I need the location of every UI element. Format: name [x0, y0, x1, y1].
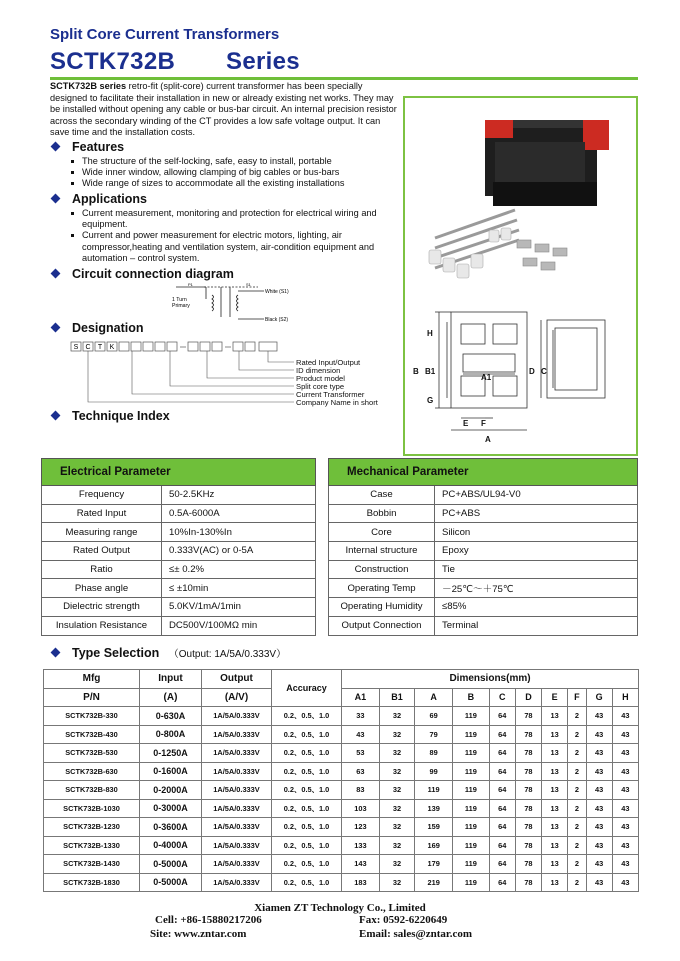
footer-site: Site: www.zntar.com	[150, 928, 247, 940]
table-row	[44, 818, 639, 837]
table-cell: 13	[542, 744, 568, 763]
table-cell: 13	[542, 855, 568, 874]
svg-text:T: T	[97, 344, 103, 351]
table-cell: 13	[542, 707, 568, 726]
svg-text:S: S	[73, 344, 79, 351]
list-item: Current and power measurement for electric motors, lighting, air compressor,heating and ventilation system, air-condition equipment and automation – control system.	[66, 230, 401, 264]
table-cell: 13	[542, 781, 568, 800]
table-cell: 0.2、0.5、1.0	[272, 707, 342, 726]
table-cell: 64	[489, 873, 515, 892]
svg-text:K: K	[109, 344, 115, 351]
table-cell: SCTK732B-1330	[44, 836, 140, 855]
table-cell: 119	[415, 781, 453, 800]
table-cell: 78	[515, 744, 541, 763]
table-cell: 32	[379, 707, 414, 726]
table-row: Construction Tie	[329, 560, 638, 579]
table-cell: 32	[379, 744, 414, 763]
table-cell: SCTK732B-1230	[44, 818, 140, 837]
table-cell: 169	[415, 836, 453, 855]
table-cell: 78	[515, 725, 541, 744]
table-cell: SCTK732B-830	[44, 781, 140, 800]
table-cell: 64	[489, 781, 515, 800]
table-cell: 64	[489, 818, 515, 837]
table-cell: 33	[342, 707, 380, 726]
table-cell: 43	[612, 725, 638, 744]
table-cell: 32	[379, 762, 414, 781]
table-cell: 2	[568, 707, 586, 726]
table-cell: 119	[453, 781, 490, 800]
table-cell: 32	[379, 873, 414, 892]
table-cell: 0-5000A	[140, 873, 202, 892]
table-cell: 32	[379, 725, 414, 744]
table-cell: 64	[489, 744, 515, 763]
input-unit-header: (A)	[140, 688, 202, 707]
diamond-bullet-icon	[51, 269, 61, 279]
table-cell: 63	[342, 762, 380, 781]
type-selection-note: （Output: 1A/5A/0.333V）	[168, 649, 287, 660]
circuit-heading: Circuit connection diagram	[52, 267, 234, 281]
table-cell: 1A/5A/0.333V	[202, 725, 272, 744]
footer-email: Email: sales@zntar.com	[359, 928, 473, 940]
table-cell: 0.2、0.5、1.0	[272, 781, 342, 800]
table-cell: 64	[489, 799, 515, 818]
table-cell: 119	[453, 707, 490, 726]
designation-label: Split core type	[296, 382, 345, 391]
table-cell: 0.2、0.5、1.0	[272, 855, 342, 874]
table-row: Insulation Resistance DC500V/100MΩ min	[42, 616, 316, 635]
page-subtitle: Split Core Current Transformers	[50, 26, 280, 43]
table-cell: 1A/5A/0.333V	[202, 762, 272, 781]
designation-heading: Designation	[52, 321, 144, 335]
table-cell: 13	[542, 799, 568, 818]
table-cell: 43	[612, 818, 638, 837]
table-cell: 119	[453, 725, 490, 744]
table-cell: 78	[515, 836, 541, 855]
intro-text: retro-fit (split-core) current transformer has been specially designed to facilitate their installation in new or already existing net works. They may be installed without opening any cable or bus-bar circuit. An internal precision resistor across the secondary winding of the CT provides a low safe voltage output. It can save time and the installation costs.	[50, 81, 397, 137]
table-cell: 13	[542, 762, 568, 781]
table-cell: 2	[568, 855, 586, 874]
table-cell: 83	[342, 781, 380, 800]
table-cell: 78	[515, 855, 541, 874]
list-item: Current measurement, monitoring and protection for electrical wiring and equipment.	[66, 208, 401, 230]
list-item: The structure of the self-locking, safe, easy to install, portable	[66, 156, 401, 167]
svg-text:F: F	[481, 419, 486, 428]
table-row: Dielectric strength 5.0KV/1mA/1min	[42, 598, 316, 617]
table-cell: 0.2、0.5、1.0	[272, 836, 342, 855]
table-row	[44, 762, 639, 781]
table-cell: 43	[586, 818, 612, 837]
table-row: Case PC+ABS/UL94-V0	[329, 486, 638, 505]
table-cell: 43	[586, 836, 612, 855]
table-cell: 119	[453, 744, 490, 763]
table-row: Rated Output 0.333V(AC) or 0-5A	[42, 542, 316, 561]
table-cell: 0.2、0.5、1.0	[272, 744, 342, 763]
table-cell: 89	[415, 744, 453, 763]
table-cell: 103	[342, 799, 380, 818]
table-cell: 2	[568, 836, 586, 855]
table-row	[44, 781, 639, 800]
table-cell: 1A/5A/0.333V	[202, 855, 272, 874]
table-cell: 2	[568, 818, 586, 837]
table-cell: 0-800A	[140, 725, 202, 744]
table-cell: 78	[515, 818, 541, 837]
applications-list	[66, 208, 401, 264]
table-cell: 0.2、0.5、1.0	[272, 799, 342, 818]
table-cell: 43	[612, 855, 638, 874]
table-cell: 0-3600A	[140, 818, 202, 837]
table-cell: 0-5000A	[140, 855, 202, 874]
mfg-header: Mfg	[44, 670, 140, 689]
table-row: Operating Temp －25℃～＋75℃	[329, 579, 638, 598]
table-cell: 53	[342, 744, 380, 763]
table-cell: 1A/5A/0.333V	[202, 707, 272, 726]
table-cell: 99	[415, 762, 453, 781]
table-row	[44, 725, 639, 744]
table-cell: 1A/5A/0.333V	[202, 818, 272, 837]
table-cell: 32	[379, 836, 414, 855]
table-cell: 119	[453, 818, 490, 837]
svg-text:D: D	[529, 367, 535, 376]
features-list	[66, 156, 401, 190]
circuit-diagram	[166, 283, 306, 325]
table-cell: 0-1250A	[140, 744, 202, 763]
table-cell: 32	[379, 799, 414, 818]
table-cell: SCTK732B-530	[44, 744, 140, 763]
svg-text:A: A	[485, 435, 491, 444]
table-cell: 119	[453, 855, 490, 874]
svg-text:C: C	[85, 344, 91, 351]
technique-heading: Technique Index	[52, 409, 170, 423]
designation-label: Product model	[296, 374, 345, 383]
designation-label: ID dimension	[296, 366, 341, 375]
svg-text:A1: A1	[481, 373, 492, 382]
diamond-bullet-icon	[51, 194, 61, 204]
table-cell: 43	[586, 873, 612, 892]
s1-label: S1	[246, 283, 251, 287]
footer-cell: Cell: +86-15880217206	[155, 914, 262, 926]
diamond-bullet-icon	[51, 323, 61, 333]
output-header: Output	[202, 670, 272, 689]
table-cell: 119	[453, 836, 490, 855]
table-cell: 159	[415, 818, 453, 837]
table-cell: 1A/5A/0.333V	[202, 873, 272, 892]
features-heading: Features	[52, 140, 124, 154]
table-cell: 119	[453, 873, 490, 892]
table-cell: 123	[342, 818, 380, 837]
svg-text:B1: B1	[425, 367, 436, 376]
svg-text:B: B	[413, 367, 419, 376]
table-cell: 0-3000A	[140, 799, 202, 818]
table-cell: 139	[415, 799, 453, 818]
table-cell: 219	[415, 873, 453, 892]
table-row: Ratio ≤± 0.2%	[42, 560, 316, 579]
table-cell: 43	[612, 707, 638, 726]
table-row	[44, 836, 639, 855]
table-row: Rated Input 0.5A-6000A	[42, 504, 316, 523]
designation-label: Current Transformer	[296, 390, 365, 399]
table-cell: 78	[515, 799, 541, 818]
table-cell: 143	[342, 855, 380, 874]
table-cell: 78	[515, 707, 541, 726]
input-header: Input	[140, 670, 202, 689]
output-unit-header: (A/V)	[202, 688, 272, 707]
table-row	[44, 855, 639, 874]
svg-text:1 Turn: 1 Turn	[172, 297, 187, 303]
designation-diagram	[70, 340, 400, 412]
table-cell: 32	[379, 818, 414, 837]
table-cell: 43	[586, 762, 612, 781]
intro-paragraph	[50, 81, 400, 139]
diamond-bullet-icon	[51, 411, 61, 421]
list-item: Wide inner window, allowing clamping of big cables or bus-bars	[66, 167, 401, 178]
table-cell: 43	[586, 799, 612, 818]
p1-label: P1	[188, 283, 193, 287]
table-cell: 43	[586, 725, 612, 744]
mechanical-parameter-table	[328, 458, 638, 636]
table-row: Measuring range 10%In-130%In	[42, 523, 316, 542]
table-cell: 2	[568, 725, 586, 744]
table-cell: SCTK732B-1430	[44, 855, 140, 874]
table-row	[44, 707, 639, 726]
table-row	[44, 873, 639, 892]
table-cell: 43	[612, 873, 638, 892]
table-cell: 43	[586, 781, 612, 800]
type-selection-heading: Type Selection （Output: 1A/5A/0.333V）	[52, 645, 286, 660]
svg-text:C: C	[541, 367, 547, 376]
list-item: Wide range of sizes to accommodate all the existing installations	[66, 178, 401, 189]
electrical-table-title: Electrical Parameter	[42, 459, 316, 486]
table-cell: 0.2、0.5、1.0	[272, 873, 342, 892]
table-cell: 32	[379, 855, 414, 874]
table-row: Bobbin PC+ABS	[329, 504, 638, 523]
table-row: Operating Humidity ≤85%	[329, 598, 638, 617]
mechanical-table-title: Mechanical Parameter	[329, 459, 638, 486]
table-cell: SCTK732B-430	[44, 725, 140, 744]
black-s2-label: Black (S2)	[265, 317, 289, 323]
footer-fax: Fax: 0592-6220649	[359, 914, 448, 926]
diamond-bullet-icon	[51, 142, 61, 152]
dimensions-header: Dimensions(mm)	[342, 670, 639, 689]
table-cell: 2	[568, 873, 586, 892]
table-cell: 43	[586, 707, 612, 726]
table-cell: 1A/5A/0.333V	[202, 781, 272, 800]
table-cell: 43	[342, 725, 380, 744]
table-cell: 0.2、0.5、1.0	[272, 725, 342, 744]
table-cell: 2	[568, 762, 586, 781]
table-cell: 13	[542, 836, 568, 855]
table-cell: SCTK732B-630	[44, 762, 140, 781]
product-figure-box	[403, 96, 638, 456]
table-cell: 13	[542, 818, 568, 837]
applications-heading: Applications	[52, 192, 147, 206]
product-image	[405, 98, 636, 454]
table-row	[44, 799, 639, 818]
table-cell: 1A/5A/0.333V	[202, 836, 272, 855]
pn-header: P/N	[44, 688, 140, 707]
table-cell: 69	[415, 707, 453, 726]
table-cell: 0-4000A	[140, 836, 202, 855]
table-cell: SCTK732B-1830	[44, 873, 140, 892]
table-cell: 64	[489, 707, 515, 726]
table-cell: 43	[612, 836, 638, 855]
svg-text:G: G	[427, 396, 434, 405]
table-cell: 2	[568, 781, 586, 800]
title-underline	[50, 77, 638, 80]
diamond-bullet-icon	[51, 648, 61, 658]
table-cell: SCTK732B-1030	[44, 799, 140, 818]
table-row: Phase angle ≤ ±10min	[42, 579, 316, 598]
table-cell: 13	[542, 725, 568, 744]
table-cell: 0-630A	[140, 707, 202, 726]
white-s1-label: White (S1)	[265, 289, 289, 295]
table-cell: 78	[515, 762, 541, 781]
page-title: SCTK732B Series	[50, 48, 300, 75]
table-row: Frequency 50-2.5KHz	[42, 486, 316, 505]
table-cell: 133	[342, 836, 380, 855]
table-cell: 2	[568, 799, 586, 818]
footer-company: Xiamen ZT Technology Co., Limited	[254, 902, 426, 914]
designation-label: Company Name in short	[296, 398, 378, 407]
table-cell: 0-1600A	[140, 762, 202, 781]
svg-text:Primary: Primary	[172, 303, 190, 309]
table-row	[44, 744, 639, 763]
table-cell: 43	[612, 781, 638, 800]
table-cell: 183	[342, 873, 380, 892]
designation-label: Rated Input/Output	[296, 358, 361, 367]
table-cell: 1A/5A/0.333V	[202, 799, 272, 818]
type-selection-table: Mfg Input Output Accuracy Dimensions(mm) P/N (A) (A/V) A1 B1 A B C D E F G H SCTK732B-330 0-630A 1A/5A/0.333V 0.2、0.5、1.0 33 32 69 119 64 78 13 2 43 43 SCTK732B-430 0-800A 1A/5A/0.333V 0.2、0.5、1.0 43 32 79 119 64 78 13 2 43 43 SCTK732B-530 0-1250A 1A/5A/0.333V 0.2、0.5、1.0 53 32 89 119 64 78 13 2 43 43 SCTK732B-630 0-1600A 1A/5A/0.333V 0.2、0.5、1.0 63 32 99 119 64 78 13 2 43 43 SCTK732B-830 0-2000A 1A/5A/0.333V 0.2、0.5、1.0 83 32 119 119 64 78 13 2 43 43 SCTK732B-1030 0-3000A 1A/5A/0.333V 0.2、0.5、1.0 103 32 139 119 64 78 13 2 43 43 SCTK732B-1230 0-3600A 1A/5A/0.333V 0.2、0.5、1.0 123 32 159 119 64 78 13 2 43 43 SCTK732B-1330 0-4000A 1A/5A/0.333V 0.2、0.5、1.0 133 32 169 119 64 78 13 2 43 43 SCTK732B-1430 0-5000A 1A/5A/0.333V 0.2、0.5、1.0 143 32 179 119 64 78 13 2 43 43 SCTK732B-1830 0-5000A 1A/5A/0.333V 0.2、0.5、1.0 183 32 219 119 64 78 13 2 43 43	[43, 669, 639, 892]
table-cell: 2	[568, 744, 586, 763]
svg-text:E: E	[463, 419, 469, 428]
table-cell: 119	[453, 799, 490, 818]
table-cell: 13	[542, 873, 568, 892]
table-cell: 1A/5A/0.333V	[202, 744, 272, 763]
table-cell: SCTK732B-330	[44, 707, 140, 726]
table-cell: 179	[415, 855, 453, 874]
table-cell: 43	[612, 744, 638, 763]
table-cell: 64	[489, 836, 515, 855]
table-cell: 78	[515, 781, 541, 800]
table-cell: 79	[415, 725, 453, 744]
electrical-parameter-table	[41, 458, 316, 636]
table-row: Internal structure Epoxy	[329, 542, 638, 561]
table-cell: 32	[379, 781, 414, 800]
table-cell: 43	[586, 855, 612, 874]
table-cell: 64	[489, 855, 515, 874]
accuracy-header: Accuracy	[272, 670, 342, 707]
table-cell: 0-2000A	[140, 781, 202, 800]
table-cell: 43	[586, 744, 612, 763]
table-cell: 64	[489, 762, 515, 781]
table-row: Output Connection Terminal	[329, 616, 638, 635]
intro-lead: SCTK732B series	[50, 81, 127, 91]
table-cell: 0.2、0.5、1.0	[272, 818, 342, 837]
svg-text:H: H	[427, 329, 433, 338]
table-cell: 64	[489, 725, 515, 744]
table-cell: 43	[612, 762, 638, 781]
table-cell: 78	[515, 873, 541, 892]
table-cell: 119	[453, 762, 490, 781]
table-cell: 43	[612, 799, 638, 818]
table-cell: 0.2、0.5、1.0	[272, 762, 342, 781]
table-row: Core Silicon	[329, 523, 638, 542]
